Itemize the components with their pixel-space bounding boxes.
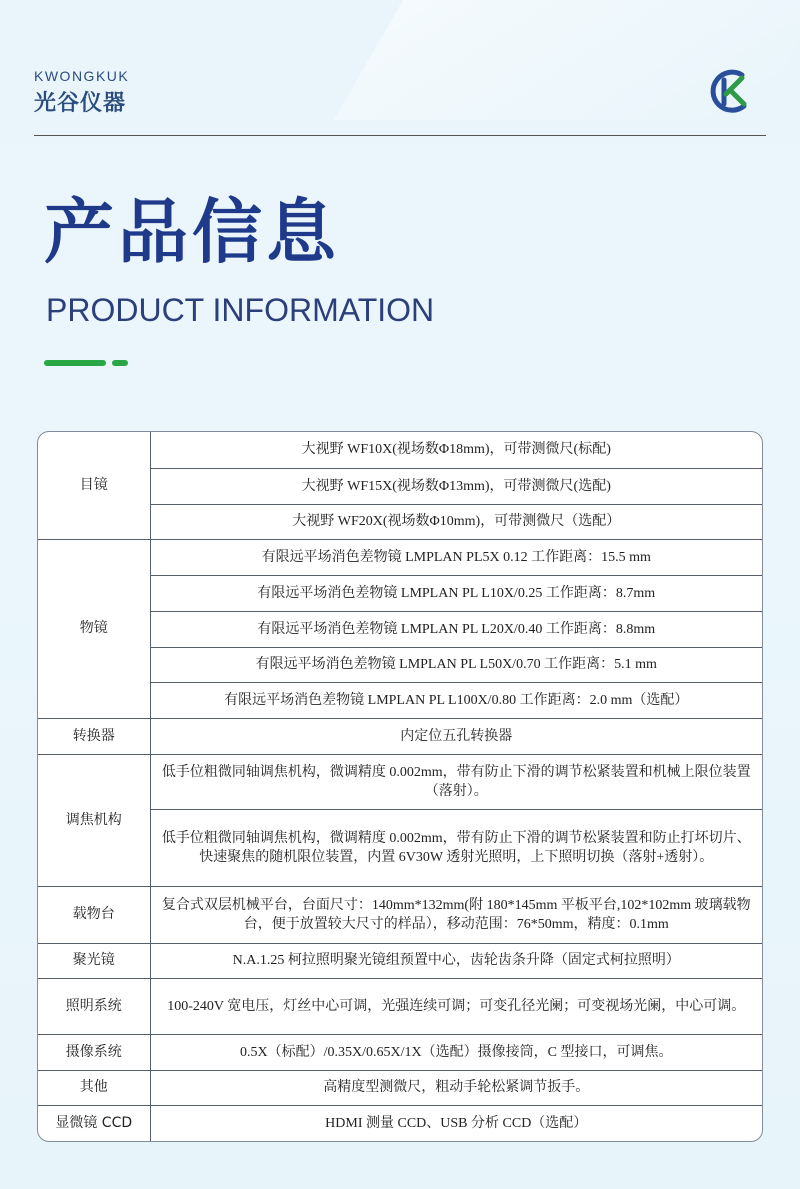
spec-value: 复合式双层机械平台，台面尺寸：140mm*132mm(附 180*145mm 平板平台,102*102mm 玻璃载物台，便于放置较大尺寸的样品），移动范围：76*50mm，精度：0.1mm: [150, 886, 762, 943]
spec-value: 100-240V 宽电压，灯丝中心可调，光强连续可调；可变孔径光阑；可变视场光阑，中心可调。: [150, 978, 762, 1034]
spec-value: 有限远平场消色差物镜 LMPLAN PL L50X/0.70 工作距离：5.1 mm: [150, 647, 762, 682]
table-row: [38, 978, 762, 1034]
spec-label: 照明系统: [38, 978, 150, 1034]
spec-label: 聚光镜: [38, 943, 150, 978]
spec-value: 高精度型测微尺，粗动手轮松紧调节扳手。: [150, 1070, 762, 1105]
table-row: [38, 1034, 762, 1070]
spec-label: 摄像系统: [38, 1034, 150, 1070]
table-row: [38, 754, 762, 809]
spec-value: 有限远平场消色差物镜 LMPLAN PL L100X/0.80 工作距离：2.0 mm（选配）: [150, 682, 762, 718]
spec-value: 有限远平场消色差物镜 LMPLAN PL L10X/0.25 工作距离：8.7mm: [150, 575, 762, 611]
spec-value: 内定位五孔转换器: [150, 718, 762, 754]
spec-value: N.A.1.25 柯拉照明聚光镜组预置中心，齿轮齿条升降（固定式柯拉照明）: [150, 943, 762, 978]
spec-table: [37, 431, 763, 1142]
accent-bar-long: [44, 360, 106, 366]
table-row: [38, 943, 762, 978]
table-row: [38, 432, 762, 468]
spec-value: 有限远平场消色差物镜 LMPLAN PL L20X/0.40 工作距离：8.8mm: [150, 611, 762, 647]
spec-label: 其他: [38, 1070, 150, 1105]
spec-label: 转换器: [38, 718, 150, 754]
page-title: 产品信息: [44, 191, 340, 273]
page-subtitle: PRODUCT INFORMATION: [46, 292, 435, 328]
kwongkuk-logo-icon: [706, 66, 756, 116]
header-divider: [34, 135, 766, 136]
table-row: [38, 539, 762, 575]
spec-value: 低手位粗微同轴调焦机构，微调精度 0.002mm，带有防止下滑的调节松紧装置和机械上限位装置（落射）。: [150, 754, 762, 809]
spec-label: 载物台: [38, 886, 150, 943]
spec-value: 有限远平场消色差物镜 LMPLAN PL5X 0.12 工作距离：15.5 mm: [150, 539, 762, 575]
table-row: [38, 1105, 762, 1141]
brand-name-en: KWONGKUK: [34, 68, 130, 84]
spec-label: 显微镜 CCD: [38, 1105, 150, 1141]
spec-label: 调焦机构: [38, 754, 150, 886]
table-row: [38, 1070, 762, 1105]
spec-value: 低手位粗微同轴调焦机构，微调精度 0.002mm，带有防止下滑的调节松紧装置和防止打坏切片、快速聚焦的随机限位装置，内置 6V30W 透射光照明，上下照明切换（落射+透射）。: [150, 809, 762, 886]
accent-bar-short: [112, 360, 128, 366]
spec-value: 大视野 WF15X(视场数Φ13mm)，可带测微尺(选配): [150, 468, 762, 504]
table-row: [38, 718, 762, 754]
spec-label: 物镜: [38, 539, 150, 718]
spec-label: 目镜: [38, 432, 150, 539]
spec-value: HDMI 测量 CCD、USB 分析 CCD（选配）: [325, 1115, 588, 1131]
spec-value: 大视野 WF20X(视场数Φ10mm)，可带测微尺（选配）: [150, 504, 762, 539]
spec-value: 0.5X（标配）/0.35X/0.65X/1X（选配）摄像接筒，C 型接口，可调焦。: [150, 1034, 762, 1070]
table-row: [38, 886, 762, 943]
brand-name-cn: 光谷仪器: [34, 91, 127, 116]
spec-value: 大视野 WF10X(视场数Φ18mm)，可带测微尺(标配): [150, 432, 762, 468]
